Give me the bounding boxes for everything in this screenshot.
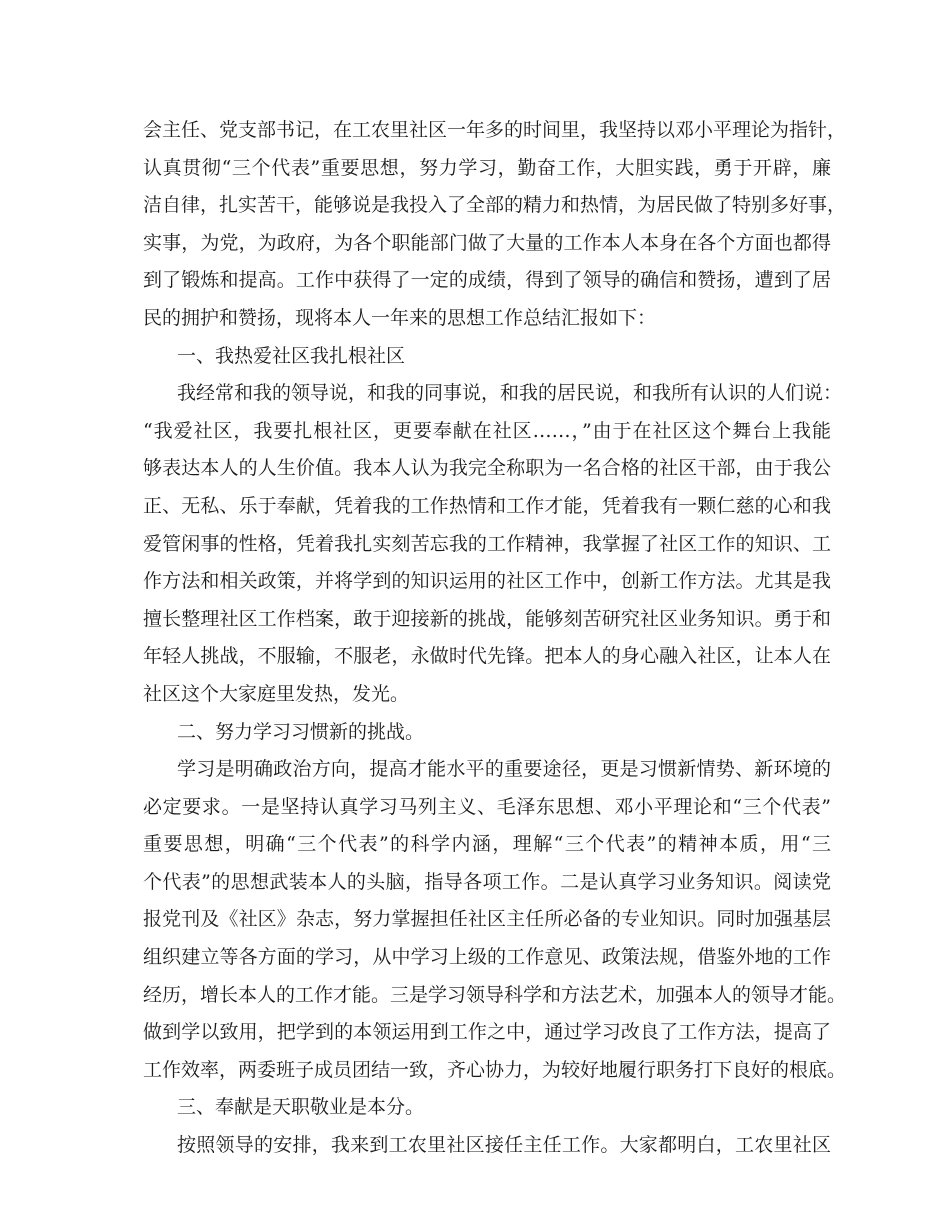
text-line: 爱管闲事的性格，凭着我扎实刻苦忘我的工作精神，我掌握了社区工作的知识、工: [143, 532, 831, 555]
text-line: 够表达本人的人生价值。我本人认为我完全称职为一名合格的社区干部，由于我公: [143, 457, 831, 480]
text-line: 擅长整理社区工作档案，敢于迎接新的挑战，能够刻苦研究社区业务知识。勇于和: [143, 607, 831, 630]
text-line: 必定要求。一是坚持认真学习马列主义、毛泽东思想、邓小平理论和“三个代表”: [143, 795, 831, 818]
text-line: 年轻人挑战，不服输，不服老，永做时代先锋。把本人的身心融入社区，让本人在: [143, 645, 831, 668]
text-line: 正、无私、乐于奉献，凭着我的工作热情和工作才能，凭着我有一颗仁慈的心和我: [143, 494, 831, 517]
text-line: 洁自律，扎实苦干，能够说是我投入了全部的精力和热情，为居民做了特别多好事，: [143, 194, 847, 217]
text-line: 社区这个大家庭里发热，发光。: [143, 682, 410, 705]
text-line: 实事，为党，为政府，为各个职能部门做了大量的工作本人本身在各个方面也都得: [143, 231, 831, 254]
text-line: 组织建立等各方面的学习，从中学习上级的工作意见、政策法规，借鉴外地的工作: [143, 946, 831, 969]
text-line: 重要思想，明确“三个代表”的科学内涵，理解“三个代表”的精神本质，用“三: [143, 833, 831, 856]
section-heading: 一、我热爱社区我扎根社区: [177, 344, 406, 367]
section-heading: 二、努力学习习惯新的挑战。: [177, 720, 425, 743]
text-line: 做到学以致用，把学到的本领运用到工作之中，通过学习改良了工作方法，提高了: [143, 1021, 831, 1044]
text-line: “我爱社区，我要扎根社区，更要奉献在社区……，”由于在社区这个舞台上我能: [143, 419, 831, 442]
text-line: 报党刊及《社区》杂志，努力掌握担任社区主任所必备的专业知识。同时加强基层: [143, 908, 831, 931]
text-line: 学习是明确政治方向，提高才能水平的重要途径，更是习惯新情势、新环境的: [177, 758, 831, 781]
text-line: 经历，增长本人的工作才能。三是学习领导科学和方法艺术，加强本人的领导才能。: [143, 983, 847, 1006]
text-line: 到了锻炼和提高。工作中获得了一定的成绩，得到了领导的确信和赞扬，遭到了居: [143, 269, 831, 292]
text-line: 个代表”的思想武装本人的头脑，指导各项工作。二是认真学习业务知识。阅读党: [143, 870, 831, 893]
text-line: 会主任、党支部书记，在工农里社区一年多的时间里，我坚持以邓小平理论为指针，: [143, 119, 847, 141]
section-heading: 三、奉献是天职敬业是本分。: [177, 1096, 425, 1119]
document-page: [143, 112, 847, 1165]
text-line: 作方法和相关政策，并将学到的知识运用的社区工作中，创新工作方法。尤其是我: [143, 570, 831, 593]
text-line: 民的拥护和赞扬，现将本人一年来的思想工作总结汇报如下：: [143, 306, 657, 329]
text-line: 工作效率，两委班子成员团结一致，齐心协力，为较好地履行职务打下良好的根底。: [143, 1058, 847, 1081]
text-line: 我经常和我的领导说，和我的同事说，和我的居民说，和我所有认识的人们说：: [177, 382, 843, 405]
text-line: 认真贯彻“三个代表”重要思想，努力学习，勤奋工作，大胆实践，勇于开辟，廉: [143, 156, 831, 179]
text-line: 按照领导的安排，我来到工农里社区接任主任工作。大家都明白，工农里社区: [177, 1134, 831, 1157]
